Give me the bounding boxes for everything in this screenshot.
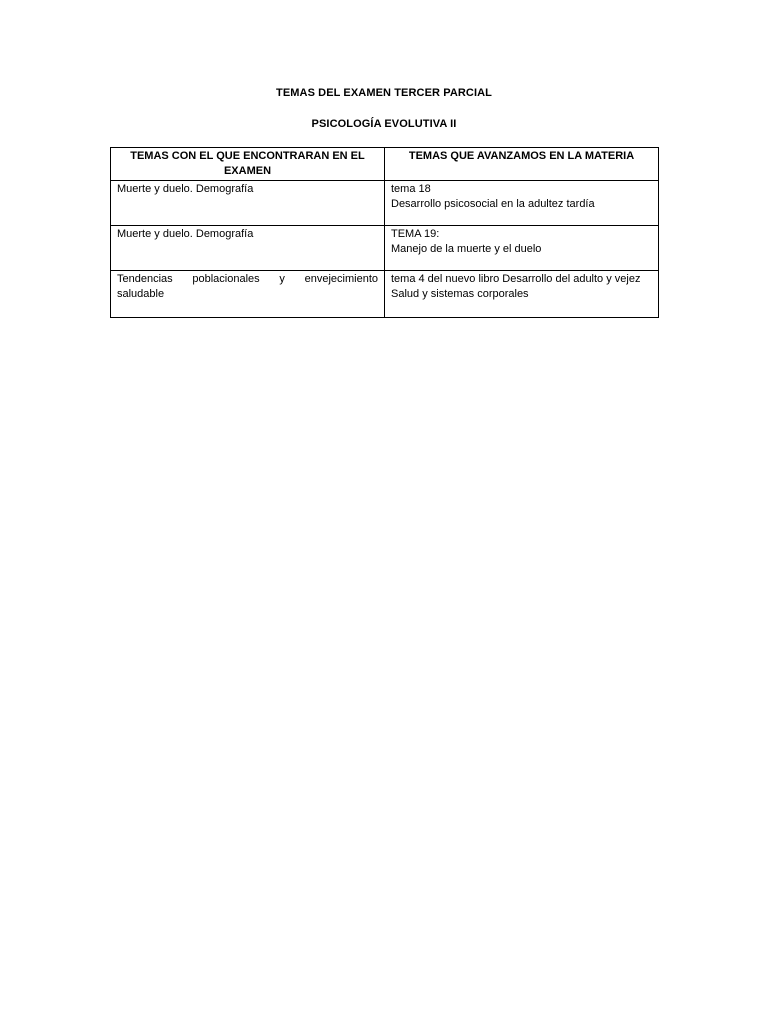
topics-table [110, 147, 659, 318]
course-topic-line: TEMA 19: [391, 228, 440, 240]
document-title: TEMAS DEL EXAMEN TERCER PARCIAL [276, 87, 492, 99]
exam-topic-cell: Muerte y duelo. Demografía [111, 181, 385, 226]
course-topic-line: Salud y sistemas corporales [391, 288, 529, 300]
course-topic-cell [385, 181, 659, 226]
table-header-row [111, 148, 659, 181]
course-topic-line: Desarrollo psicosocial en la adultez tardía [391, 198, 595, 210]
header-exam-topics: TEMAS CON EL QUE ENCONTRARAN EN EL EXAMEN [111, 148, 385, 181]
table-row [111, 271, 659, 318]
course-topic-line: tema 18 [391, 183, 431, 195]
exam-topic-cell: Muerte y duelo. Demografía [111, 226, 385, 271]
course-topic-cell [385, 271, 659, 318]
table-row [111, 181, 659, 226]
exam-topic-cell: Tendencias poblacionales y envejecimiento saludable [111, 271, 385, 318]
document-subtitle: PSICOLOGÍA EVOLUTIVA II [311, 118, 457, 130]
course-topic-line: Manejo de la muerte y el duelo [391, 243, 542, 255]
table-row [111, 226, 659, 271]
header-course-topics: TEMAS QUE AVANZAMOS EN LA MATERIA [385, 148, 659, 181]
course-topic-line: tema 4 del nuevo libro Desarrollo del adulto y vejez [391, 273, 641, 285]
course-topic-cell [385, 226, 659, 271]
